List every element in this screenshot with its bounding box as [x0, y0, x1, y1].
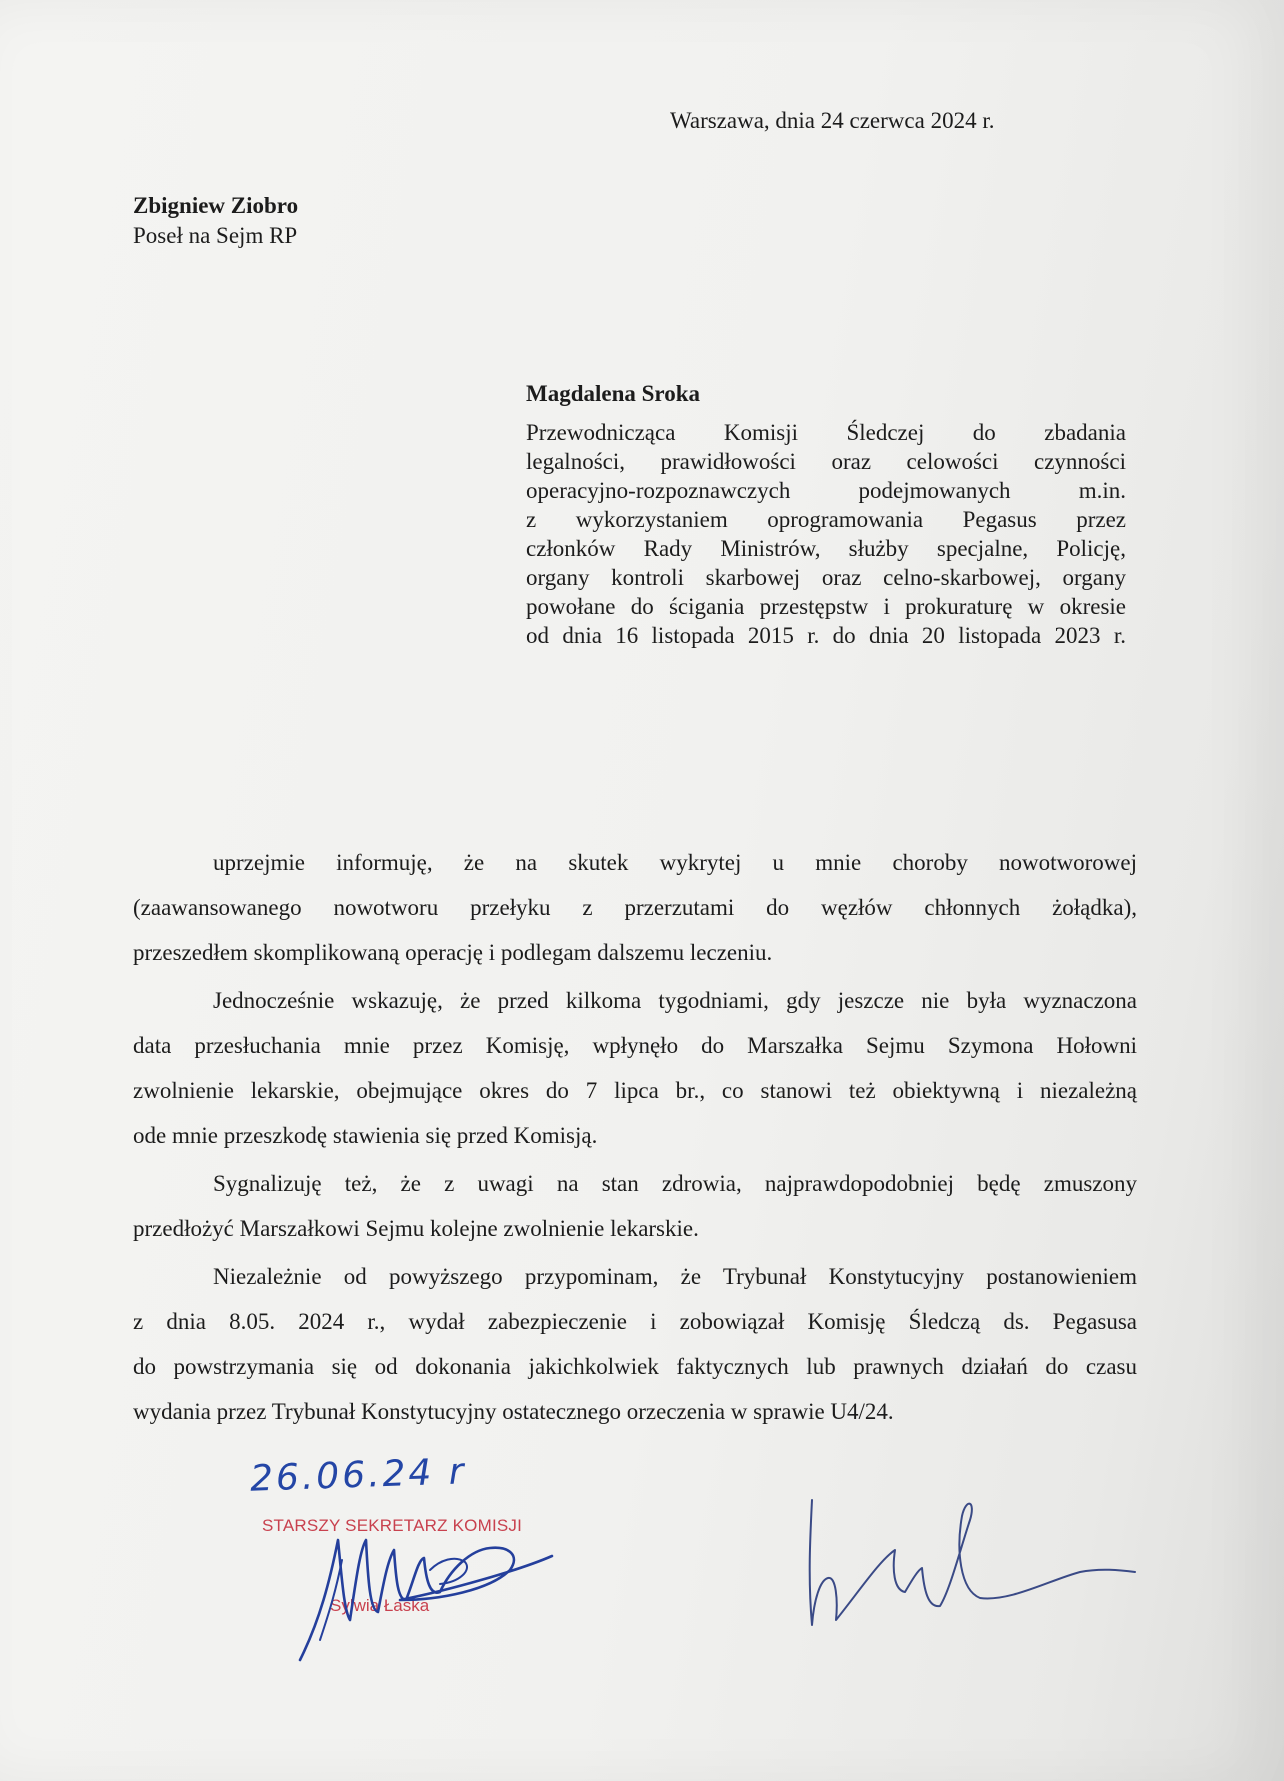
author-signature	[800, 1480, 1140, 1660]
recipient-name: Magdalena Sroka	[526, 381, 701, 406]
sender-title: Poseł na Sejm RP	[133, 223, 298, 248]
letter-body	[133, 840, 1137, 1434]
stamp-name: Sylwia Łaska	[330, 1596, 430, 1615]
body-paragraph-2-line: zwolnienie lekarskie, obejmujące okres do 7 lipca br., co stanowi też obiektywną i niezależną	[133, 1078, 1137, 1103]
body-paragraph-1-line: uprzejmie informuję, że na skutek wykrytej u mnie choroby nowotworowej	[213, 850, 1137, 875]
body-paragraph-4-line: Niezależnie od powyższego przypominam, że Trybunał Konstytucyjny postanowieniem	[213, 1264, 1137, 1289]
body-paragraph-3-line: przedłożyć Marszałkowi Sejmu kolejne zwolnienie lekarskie.	[133, 1216, 699, 1241]
recipient-title-line: operacyjno-rozpoznawczych podejmowanych m.in.	[526, 478, 1126, 503]
secretary-signature	[290, 1500, 560, 1670]
stamp-title: STARSZY SEKRETARZ KOMISJI	[262, 1516, 523, 1535]
recipient-title-line: legalności, prawidłowości oraz celowości czynności	[526, 449, 1126, 474]
recipient-title-line: organy kontroli skarbowej oraz celno-skarbowej, organy	[526, 565, 1126, 590]
body-paragraph-2-line: data przesłuchania mnie przez Komisję, wpłynęło do Marszałka Sejmu Szymona Hołowni	[133, 1033, 1137, 1058]
recipient-title	[526, 418, 1126, 650]
letter-date: Warszawa, dnia 24 czerwca 2024 r.	[670, 108, 995, 133]
body-paragraph-1-line: (zaawansowanego nowotworu przełyku z przerzutami do węzłów chłonnych żołądka),	[133, 895, 1137, 920]
recipient-title-line: z wykorzystaniem oprogramowania Pegasus przez	[526, 507, 1126, 532]
handwritten-date: 26.06.24 r	[249, 1451, 468, 1500]
body-paragraph-2-line: Jednocześnie wskazuję, że przed kilkoma tygodniami, gdy jeszcze nie była wyznaczona	[213, 988, 1137, 1013]
body-paragraph-4-line: do powstrzymania się od dokonania jakichkolwiek faktycznych lub prawnych działań do czasu	[133, 1354, 1137, 1379]
recipient-title-line: Przewodnicząca Komisji Śledczej do zbadania	[526, 420, 1126, 445]
recipient-title-line: od dnia 16 listopada 2015 r. do dnia 20 listopada 2023 r.	[526, 623, 1126, 648]
body-paragraph-2-line: ode mnie przeszkodę stawienia się przed Komisją.	[133, 1123, 598, 1148]
body-paragraph-4-line: wydania przez Trybunał Konstytucyjny ostatecznego orzeczenia w sprawie U4/24.	[133, 1399, 894, 1424]
body-paragraph-1-line: przeszedłem skomplikowaną operację i podlegam dalszemu leczeniu.	[133, 940, 773, 965]
body-paragraph-3-line: Sygnalizuję też, że z uwagi na stan zdrowia, najprawdopodobniej będę zmuszony	[213, 1171, 1137, 1196]
sender-name: Zbigniew Ziobro	[133, 193, 299, 218]
recipient-title-line: powołane do ścigania przestępstw i prokuraturę w okresie	[526, 594, 1126, 619]
recipient-title-line: członków Rady Ministrów, służby specjalne, Policję,	[526, 536, 1126, 561]
body-paragraph-4-line: z dnia 8.05. 2024 r., wydał zabezpieczenie i zobowiązał Komisję Śledczą ds. Pegasusa	[133, 1309, 1137, 1334]
